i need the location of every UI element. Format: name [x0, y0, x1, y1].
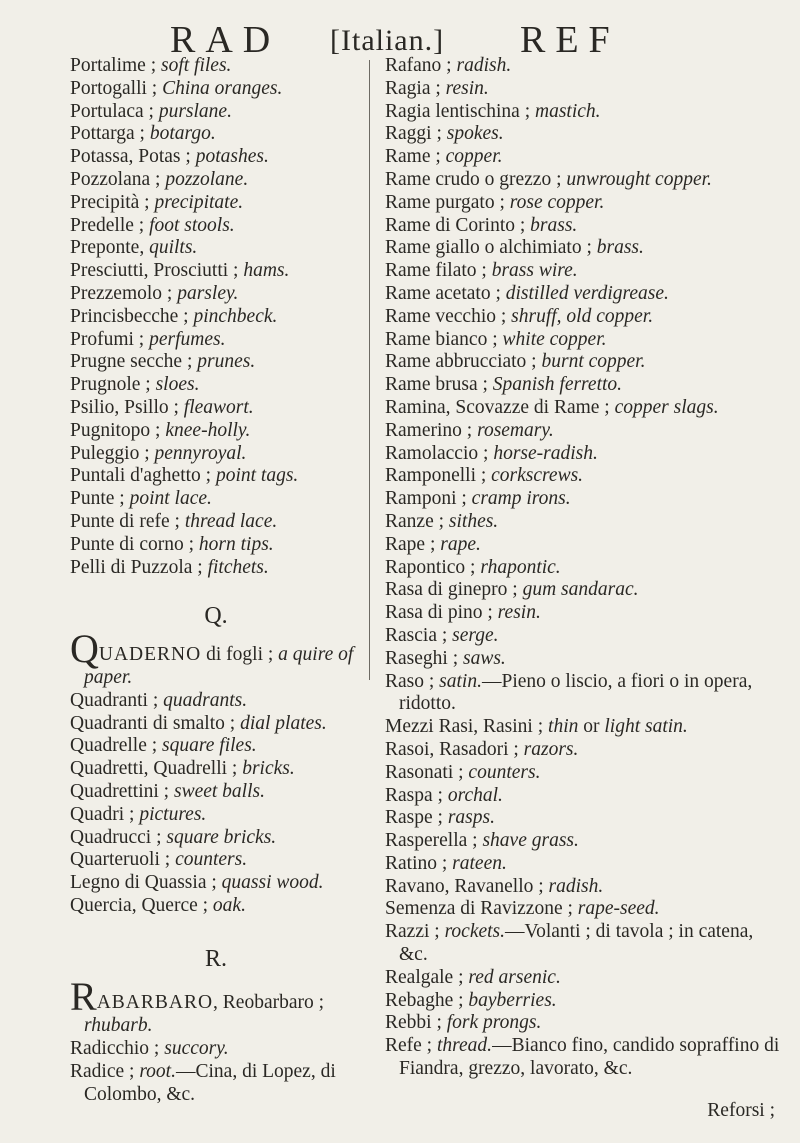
dictionary-entry [70, 374, 362, 397]
dictionary-entry [70, 215, 362, 238]
italian-term: Quadrettini ; [70, 780, 174, 802]
english-translation: oak. [212, 894, 246, 916]
italian-term: Realgale ; [385, 966, 469, 988]
dictionary-entry [385, 671, 785, 717]
italian-term: Rasonati ; [385, 761, 469, 783]
entry-note: —Cina, di Lopez, di Colombo, &c. [84, 1060, 336, 1105]
dictionary-entry [385, 1035, 785, 1081]
dictionary-entry [385, 306, 785, 329]
italian-term: Quadrucci ; [70, 826, 167, 848]
italian-term: Raspa ; [385, 784, 448, 806]
italian-term: Ramponi ; [385, 488, 472, 510]
italian-term: Rame crudo o grezzo ; [385, 168, 567, 190]
italian-term: Rame di Corinto ; [385, 214, 531, 236]
english-translation: dial plates. [240, 712, 327, 734]
italian-term: Rame vecchio ; [385, 305, 512, 327]
italian-term: Rascia ; [385, 624, 453, 646]
english-translation: bayberries. [468, 989, 557, 1011]
english-translation: sweet balls. [173, 780, 265, 802]
english-translation: rasps. [447, 807, 495, 829]
english-translation: sithes. [448, 510, 499, 532]
dictionary-entry [385, 785, 785, 808]
english-translation: fork prongs. [446, 1012, 542, 1034]
english-translation: rhapontic. [480, 556, 561, 578]
english-translation: cramp irons. [471, 488, 571, 510]
section-letter-q: Q. [204, 603, 228, 630]
italian-term: Prezzemolo ; [70, 282, 178, 304]
english-translation: point tags. [215, 465, 299, 487]
english-translation: gum sandarac. [522, 579, 639, 601]
italian-term: Pottarga ; [70, 123, 150, 145]
english-translation: quassi wood. [221, 872, 324, 894]
dictionary-entry [70, 781, 362, 804]
italian-term: Ravano, Ravanello ; [385, 875, 549, 897]
italian-term: Puleggio ; [70, 442, 155, 464]
dictionary-entry [70, 420, 362, 443]
italian-term: Rame bianco ; [385, 328, 503, 350]
italian-term: Predelle ; [70, 214, 150, 236]
italian-term: Portulaca ; [70, 100, 159, 122]
italian-term: Quadrelle ; [70, 735, 163, 757]
italian-term: Preponte, [70, 237, 150, 259]
dictionary-entry [70, 351, 362, 374]
english-translation: orchal. [447, 784, 503, 806]
italian-term: Psilio, Psillo ; [70, 396, 184, 418]
english-translation: rape-seed. [577, 898, 660, 920]
english-translation: light satin. [604, 716, 688, 738]
english-translation: red arsenic. [468, 966, 561, 988]
italian-term: Rape ; [385, 533, 441, 555]
dictionary-entry [385, 351, 785, 374]
dictionary-entry [385, 534, 785, 557]
dictionary-entry [70, 260, 362, 283]
dictionary-entry [385, 443, 785, 466]
english-translation: counters. [175, 849, 248, 871]
dictionary-entry [385, 762, 785, 785]
english-translation: burnt copper. [541, 351, 646, 373]
english-translation: Spanish ferretto. [492, 374, 623, 396]
italian-term: Ramina, Scovazze di Rame ; [385, 396, 615, 418]
english-translation: brass. [596, 237, 644, 259]
dictionary-entry [70, 713, 362, 736]
italian-term: Mezzi Rasi, Rasini ; [385, 716, 549, 738]
italian-term: Quadranti ; [70, 689, 164, 711]
english-translation: spokes. [446, 123, 504, 145]
english-translation: razors. [523, 738, 579, 760]
english-translation: saws. [463, 647, 506, 669]
english-translation: hams. [243, 260, 290, 282]
dictionary-entry [70, 849, 362, 872]
italian-term: Ranze ; [385, 510, 449, 532]
entry-note: —Bianco fino, candido sopraffino di Fiandra, grezzo, lavorato, &c. [399, 1035, 780, 1080]
dictionary-entry [70, 123, 362, 146]
catchword: Reforsi ; [707, 1100, 775, 1122]
italian-term: Radicchio ; [70, 1038, 165, 1060]
english-translation: rockets. [444, 921, 506, 943]
dictionary-entry [70, 192, 362, 215]
english-translation: resin. [497, 602, 541, 624]
dictionary-entry [385, 853, 785, 876]
dictionary-entry [385, 55, 785, 78]
italian-term: Pelli di Puzzola ; [70, 556, 208, 578]
dictionary-entry [385, 876, 785, 899]
dictionary-entry [385, 921, 785, 967]
dictionary-entry [70, 804, 362, 827]
italian-term: Rame filato ; [385, 260, 492, 282]
english-translation: horse-radish. [493, 442, 598, 464]
italian-term: Rebaghe ; [385, 989, 469, 1011]
dictionary-entry [385, 260, 785, 283]
dictionary-entry [385, 397, 785, 420]
section-headword-entry [70, 974, 362, 1038]
italian-term: Raso ; [385, 670, 440, 692]
entry-note: —Pieno o liscio, a fiori o in opera, ridotto. [399, 670, 753, 715]
english-translation: satin. [439, 670, 482, 692]
entry-note: or [578, 716, 605, 738]
italian-term: Rafano ; [385, 55, 457, 76]
italian-term: Quadranti di smalto ; [70, 712, 241, 734]
dictionary-entry [70, 397, 362, 420]
english-translation: precipitate. [154, 191, 244, 213]
italian-term: Pozzolana ; [70, 168, 166, 190]
dictionary-entry [385, 169, 785, 192]
italian-term: Raseghi ; [385, 647, 463, 669]
dictionary-entry [385, 101, 785, 124]
dictionary-entry [385, 1012, 785, 1035]
italian-term: Refe ; [385, 1035, 437, 1057]
left-column [70, 55, 362, 1106]
english-translation: China oranges. [162, 77, 283, 99]
italian-term: Quarteruoli ; [70, 849, 176, 871]
english-translation: fitchets. [207, 556, 269, 578]
dictionary-entry [70, 758, 362, 781]
english-translation: thin [548, 716, 579, 738]
italian-term: Portogalli ; [70, 77, 163, 99]
english-translation: square bricks. [166, 826, 277, 848]
dictionary-entry [70, 237, 362, 260]
italian-term: Portalime ; [70, 55, 161, 76]
dictionary-entry [385, 557, 785, 580]
dictionary-entry [70, 465, 362, 488]
dictionary-entry [385, 898, 785, 921]
italian-term: Rame giallo o alchimiato ; [385, 237, 597, 259]
section-headword-entry [70, 626, 362, 690]
dictionary-entry [385, 465, 785, 488]
dictionary-entry [385, 78, 785, 101]
dictionary-entry [70, 78, 362, 101]
italian-term: Radice ; [70, 1060, 140, 1082]
dictionary-entry [385, 192, 785, 215]
italian-term: Punte di corno ; [70, 533, 199, 555]
italian-term: Rasperella ; [385, 830, 483, 852]
english-translation: rateen. [452, 852, 507, 874]
dictionary-entry [385, 329, 785, 352]
dictionary-entry [70, 55, 362, 78]
english-translation: radish. [548, 875, 604, 897]
italian-term: Raggi ; [385, 123, 447, 145]
dictionary-entry [385, 602, 785, 625]
dictionary-entry [70, 443, 362, 466]
english-translation: quadrants. [163, 689, 248, 711]
english-translation: resin. [445, 77, 489, 99]
italian-term: Rame brusa ; [385, 374, 493, 396]
english-translation: radish. [456, 55, 512, 76]
dictionary-entry [70, 895, 362, 918]
english-translation: root. [139, 1060, 176, 1082]
dictionary-entry [70, 488, 362, 511]
english-translation: copper. [445, 146, 503, 168]
dictionary-entry [70, 827, 362, 850]
italian-term: Razzi ; [385, 921, 445, 943]
dictionary-entry [385, 579, 785, 602]
english-translation: counters. [468, 761, 541, 783]
italian-term: Rame ; [385, 146, 446, 168]
dictionary-entry [385, 374, 785, 397]
english-translation: purslane. [158, 100, 232, 122]
dictionary-entry [70, 283, 362, 306]
english-translation: brass wire. [491, 260, 578, 282]
entry-note: —Volanti ; di tavola ; in catena, &c. [399, 921, 754, 966]
english-translation: bricks. [242, 758, 295, 780]
section-letter-r: R. [204, 945, 227, 972]
english-translation: sloes. [155, 374, 200, 396]
italian-term: Quadretti, Quadrelli ; [70, 758, 243, 780]
english-translation: pinchbeck. [193, 305, 278, 327]
english-translation: prunes. [197, 351, 256, 373]
italian-term: Rame acetato ; [385, 282, 506, 304]
dictionary-entry [385, 739, 785, 762]
english-translation: thread. [436, 1035, 493, 1057]
dictionary-entry [385, 648, 785, 671]
english-translation: pennyroyal. [154, 442, 247, 464]
dictionary-entry [70, 329, 362, 352]
dictionary-entry [70, 735, 362, 758]
english-translation: white copper. [502, 328, 607, 350]
italian-term: Ragia ; [385, 77, 446, 99]
dictionary-entry [385, 967, 785, 990]
dictionary-entry [70, 557, 362, 580]
header-center: [Italian.] [330, 24, 445, 57]
english-translation: rhubarb. [84, 1015, 153, 1037]
dictionary-entry [385, 237, 785, 260]
italian-term: Rasoi, Rasadori ; [385, 738, 524, 760]
italian-term: Quadri ; [70, 803, 140, 825]
italian-term: Rasa di ginepro ; [385, 579, 523, 601]
italian-term: Ramolaccio ; [385, 442, 494, 464]
english-translation: rose copper. [509, 191, 605, 213]
italian-term: Ratino ; [385, 852, 453, 874]
italian-term: Puntali d'aghetto ; [70, 465, 216, 487]
dictionary-entry [70, 1061, 362, 1107]
english-translation: botargo. [149, 123, 216, 145]
italian-term: Ramponelli ; [385, 465, 492, 487]
dictionary-entry [70, 872, 362, 895]
italian-term: Semenza di Ravizzone ; [385, 898, 578, 920]
italian-term: Potassa, Potas ; [70, 146, 196, 168]
dictionary-entry [70, 146, 362, 169]
english-translation: unwrought copper. [566, 168, 712, 190]
english-translation: thread lace. [184, 510, 278, 532]
italian-term: Ragia lentischina ; [385, 100, 536, 122]
dictionary-entry [385, 830, 785, 853]
header-right: REF [520, 19, 620, 61]
english-translation: fleawort. [183, 396, 254, 418]
english-translation: copper slags. [614, 396, 719, 418]
english-translation: quilts. [149, 237, 198, 259]
italian-term: , Reobarbaro ; [213, 992, 325, 1014]
dictionary-entry [70, 101, 362, 124]
english-translation: horn tips. [198, 533, 274, 555]
italian-term: di fogli ; [201, 644, 279, 666]
english-translation: soft files. [161, 55, 232, 76]
dropcap-letter: Q [70, 626, 99, 672]
dictionary-entry [70, 306, 362, 329]
dictionary-entry [70, 511, 362, 534]
english-translation: brass. [530, 214, 578, 236]
italian-term: Rame purgato ; [385, 191, 510, 213]
italian-term: Presciutti, Prosciutti ; [70, 260, 244, 282]
dropcap-letter: R [70, 974, 97, 1020]
italian-term: Rasa di pino ; [385, 602, 498, 624]
english-translation: a quire of paper. [84, 644, 354, 688]
english-translation: knee-holly. [165, 419, 251, 441]
english-translation: shave grass. [482, 830, 579, 852]
right-column [385, 55, 785, 1143]
dictionary-entry [70, 1038, 362, 1061]
english-translation: foot stools. [149, 214, 235, 236]
italian-term: Punte ; [70, 488, 130, 510]
italian-term: Raspe ; [385, 807, 448, 829]
italian-term: Quercia, Querce ; [70, 894, 213, 916]
italian-term: Punte di refe ; [70, 510, 185, 532]
headword-caps: ABARBARO [96, 992, 214, 1014]
dictionary-entry [385, 807, 785, 830]
column-divider [369, 60, 370, 680]
dictionary-entry [385, 146, 785, 169]
italian-term: Prugnole ; [70, 374, 156, 396]
english-translation: point lace. [129, 488, 212, 510]
dictionary-entry [385, 990, 785, 1013]
dictionary-entry [70, 690, 362, 713]
italian-term: Princisbecche ; [70, 305, 194, 327]
english-translation: succory. [164, 1038, 229, 1060]
english-translation: perfumes. [149, 328, 226, 350]
dictionary-entry [385, 488, 785, 511]
italian-term: Pugnitopo ; [70, 419, 166, 441]
english-translation: serge. [452, 624, 499, 646]
italian-term: Ramerino ; [385, 419, 478, 441]
dictionary-entry [385, 215, 785, 238]
italian-term: Rebbi ; [385, 1012, 447, 1034]
italian-term: Rapontico ; [385, 556, 481, 578]
dictionary-entry [385, 420, 785, 443]
dictionary-entry [385, 123, 785, 146]
english-translation: shruff, old copper. [511, 305, 654, 327]
dictionary-entry [385, 625, 785, 648]
dictionary-entry [385, 716, 785, 739]
dictionary-entry [70, 534, 362, 557]
english-translation: parsley. [177, 282, 239, 304]
headword-caps: UADERNO [98, 644, 202, 666]
dictionary-entry [385, 283, 785, 306]
header-left: RAD [170, 19, 281, 61]
italian-term: Profumi ; [70, 328, 150, 350]
italian-term: Legno di Quassia ; [70, 872, 222, 894]
italian-term: Rame abbrucciato ; [385, 351, 542, 373]
dictionary-entry [385, 511, 785, 534]
dictionary-entry [70, 169, 362, 192]
english-translation: potashes. [195, 146, 269, 168]
english-translation: mastich. [535, 100, 601, 122]
italian-term: Precipità ; [70, 191, 155, 213]
english-translation: pictures. [139, 803, 207, 825]
english-translation: square files. [162, 735, 257, 757]
italian-term: Prugne secche ; [70, 351, 198, 373]
english-translation: pozzolane. [165, 168, 249, 190]
english-translation: rape. [440, 533, 481, 555]
english-translation: corkscrews. [491, 465, 584, 487]
english-translation: distilled verdigrease. [505, 282, 669, 304]
english-translation: rosemary. [477, 419, 554, 441]
